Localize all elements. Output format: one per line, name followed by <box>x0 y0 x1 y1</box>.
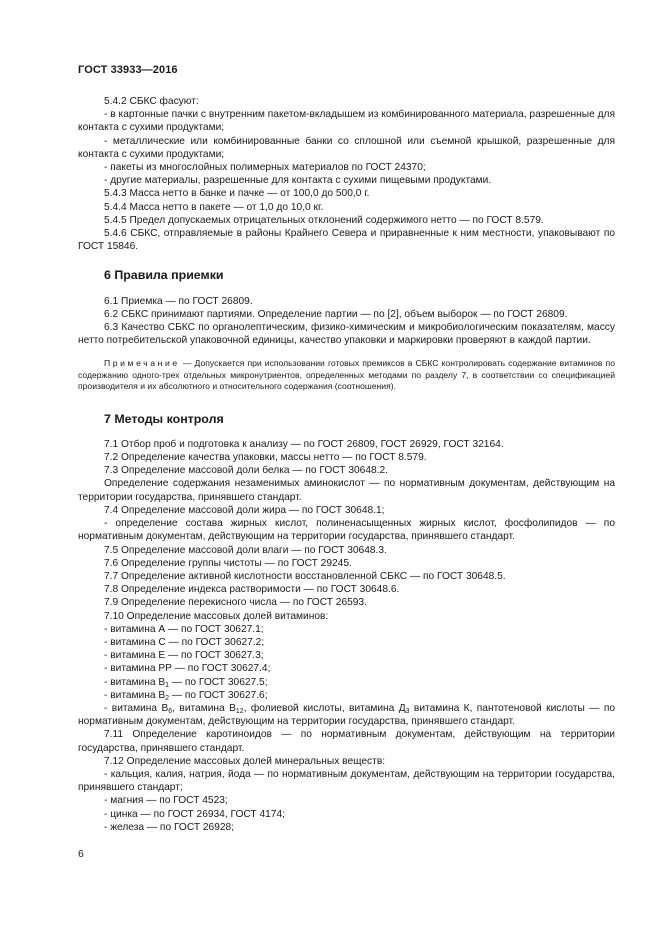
vitamin-b2-prefix: - витамина В <box>104 689 166 701</box>
section-6-heading: 6 Правила приемки <box>104 268 224 283</box>
clause-5-4-2: 5.4.2 СБКС фасуют: <box>104 96 199 107</box>
clause-6-3: 6.3 Качество СБКС по органолептическим, физико-химическим и микробиологическим показателям, массу нетто потребительской упаковочной единицы, качество упаковки и маркировки проверяют в каждой партии. <box>78 322 615 347</box>
clause-7-3: 7.3 Определение массовой доли белка — по ГОСТ 30648.2. <box>104 465 389 477</box>
clause-7-1: 7.1 Отбор проб и подготовка к анализу — по ГОСТ 26809, ГОСТ 26929, ГОСТ 32164. <box>104 438 504 450</box>
page-number: 6 <box>78 848 84 860</box>
list-item: - пакеты из многослойных полимерных материалов по ГОСТ 24370; <box>104 162 426 174</box>
clause-7-4: 7.4 Определение массовой доли жира — по ГОСТ 30648.1; <box>104 504 385 516</box>
vitamin-group-part: , фолиевой кислоты, витамина Д <box>243 702 406 714</box>
document-code-header: ГОСТ 33933—2016 <box>78 64 178 76</box>
list-item: - цинка — по ГОСТ 26934, ГОСТ 4174; <box>104 808 285 820</box>
list-item: - кальция, калия, натрия, йода — по нормативным документам, действующим на территории государства, принявшего стандарт; <box>78 768 615 794</box>
section-7-heading: 7 Методы контроля <box>104 411 224 426</box>
clause-7-8: 7.8 Определение индекса растворимости — по ГОСТ 30648.6. <box>104 584 400 596</box>
clause-7-12: 7.12 Определение массовых долей минеральных веществ: <box>104 755 386 767</box>
clause-5-4-4: 5.4.4 Масса нетто в пакете — от 1,0 до 10,0 кг. <box>104 201 324 213</box>
page-body <box>78 95 615 834</box>
subscript: 2 <box>165 694 170 702</box>
list-item <box>78 702 615 728</box>
clause-7-9: 7.9 Определение перекисного числа — по ГОСТ 26593. <box>104 597 367 609</box>
list-item <box>78 676 615 689</box>
list-item: - витамина РР — по ГОСТ 30627.4; <box>104 663 271 675</box>
vitamin-group-part: витамина К, пантотеновой кислоты — по нормативным документам, действующим на территории государства, принявшего стандарт. <box>78 702 616 728</box>
clause-7-5: 7.5 Определение массовой доли влаги — по ГОСТ 30648.3. <box>104 544 387 556</box>
clause-7-7: 7.7 Определение активной кислотности восстановленной СБКС — по ГОСТ 30648.5. <box>104 570 506 582</box>
clause-6-2: 6.2 СБКС принимают партиями. Определение партии — по [2], объем выборок — по ГОСТ 26809. <box>104 308 568 320</box>
list-item: - магния — по ГОСТ 4523; <box>104 795 228 807</box>
note <box>78 358 615 392</box>
clause-7-2: 7.2 Определение качества упаковки, массы нетто — по ГОСТ 8.579. <box>104 452 427 464</box>
clause-5-4-3: 5.4.3 Масса нетто в банке и пачке — от 100,0 до 500,0 г. <box>104 188 370 200</box>
list-item: - в картонные пачки с внутренним пакетом-вкладышем из комбинированного материала, разрешенные для контакта с сухими продуктами; <box>78 109 615 134</box>
subscript: 6 <box>168 707 173 715</box>
subscript: 3 <box>405 707 410 715</box>
list-item: - другие материалы, разрешенные для контакта с сухими пищевыми продуктами. <box>104 175 492 187</box>
note-label: Примечание <box>104 358 180 369</box>
list-item: - витамина А — по ГОСТ 30627.1; <box>104 623 264 635</box>
clause-5-4-5: 5.4.5 Предел допускаемых отрицательных отклонений содержимого нетто — по ГОСТ 8.579. <box>104 214 544 226</box>
clause-5-4-6: 5.4.6 СБКС, отправляемые в районы Крайнего Севера и приравненные к ним местности, упаковывают по ГОСТ 15846. <box>78 228 615 253</box>
subscript: 1 <box>165 681 170 689</box>
list-item <box>78 689 615 702</box>
clause-6-1: 6.1 Приемка — по ГОСТ 26809. <box>104 295 253 307</box>
vitamin-b1-suffix: — по ГОСТ 30627.5; <box>169 676 268 688</box>
clause-7-6: 7.6 Определение группы чистоты — по ГОСТ 29245. <box>104 557 352 569</box>
vitamin-group-part: - витамина В <box>104 702 169 714</box>
subscript: 12 <box>235 707 244 715</box>
note-text: — Допускается при использовании готовых премиксов в СБКС контролировать содержание витаминов по содержанию одного-трех отдельных микронутриентов, определенных методами по разделу 7, в соответствии со спецификацией производителя и их абсолютного и относительного содержания (соотношения). <box>78 358 615 392</box>
list-item: - металлические или комбинированные банки со сплошной или съемной крышкой, разрешенные для контакта с сухими продуктами; <box>78 135 615 160</box>
clause-7-10: 7.10 Определение массовых долей витаминов: <box>104 610 329 622</box>
vitamin-group-part: , витамина В <box>172 702 236 714</box>
amino-acids-paragraph: Определение содержания незаменимых аминокислот — по нормативным документам, действующим на территории государства, принявшего стандарт. <box>78 478 615 503</box>
list-item: - витамина С — по ГОСТ 30627.2; <box>104 636 265 648</box>
clause-7-11: 7.11 Определение каротиноидов — по нормативным документам, действующим на территории государства, принявшего стандарт. <box>78 729 615 754</box>
vitamin-b1-prefix: - витамина В <box>104 676 166 688</box>
vitamin-b2-suffix: — по ГОСТ 30627.6; <box>169 689 268 701</box>
list-item: - витамина Е — по ГОСТ 30627.3; <box>104 650 264 662</box>
list-item: - железа — по ГОСТ 26928; <box>104 821 235 833</box>
list-item: - определение состава жирных кислот, полиненасыщенных жирных кислот, фосфолипидов — по нормативным документам, действующим на территории государства, принявшего стандарт. <box>78 518 615 543</box>
